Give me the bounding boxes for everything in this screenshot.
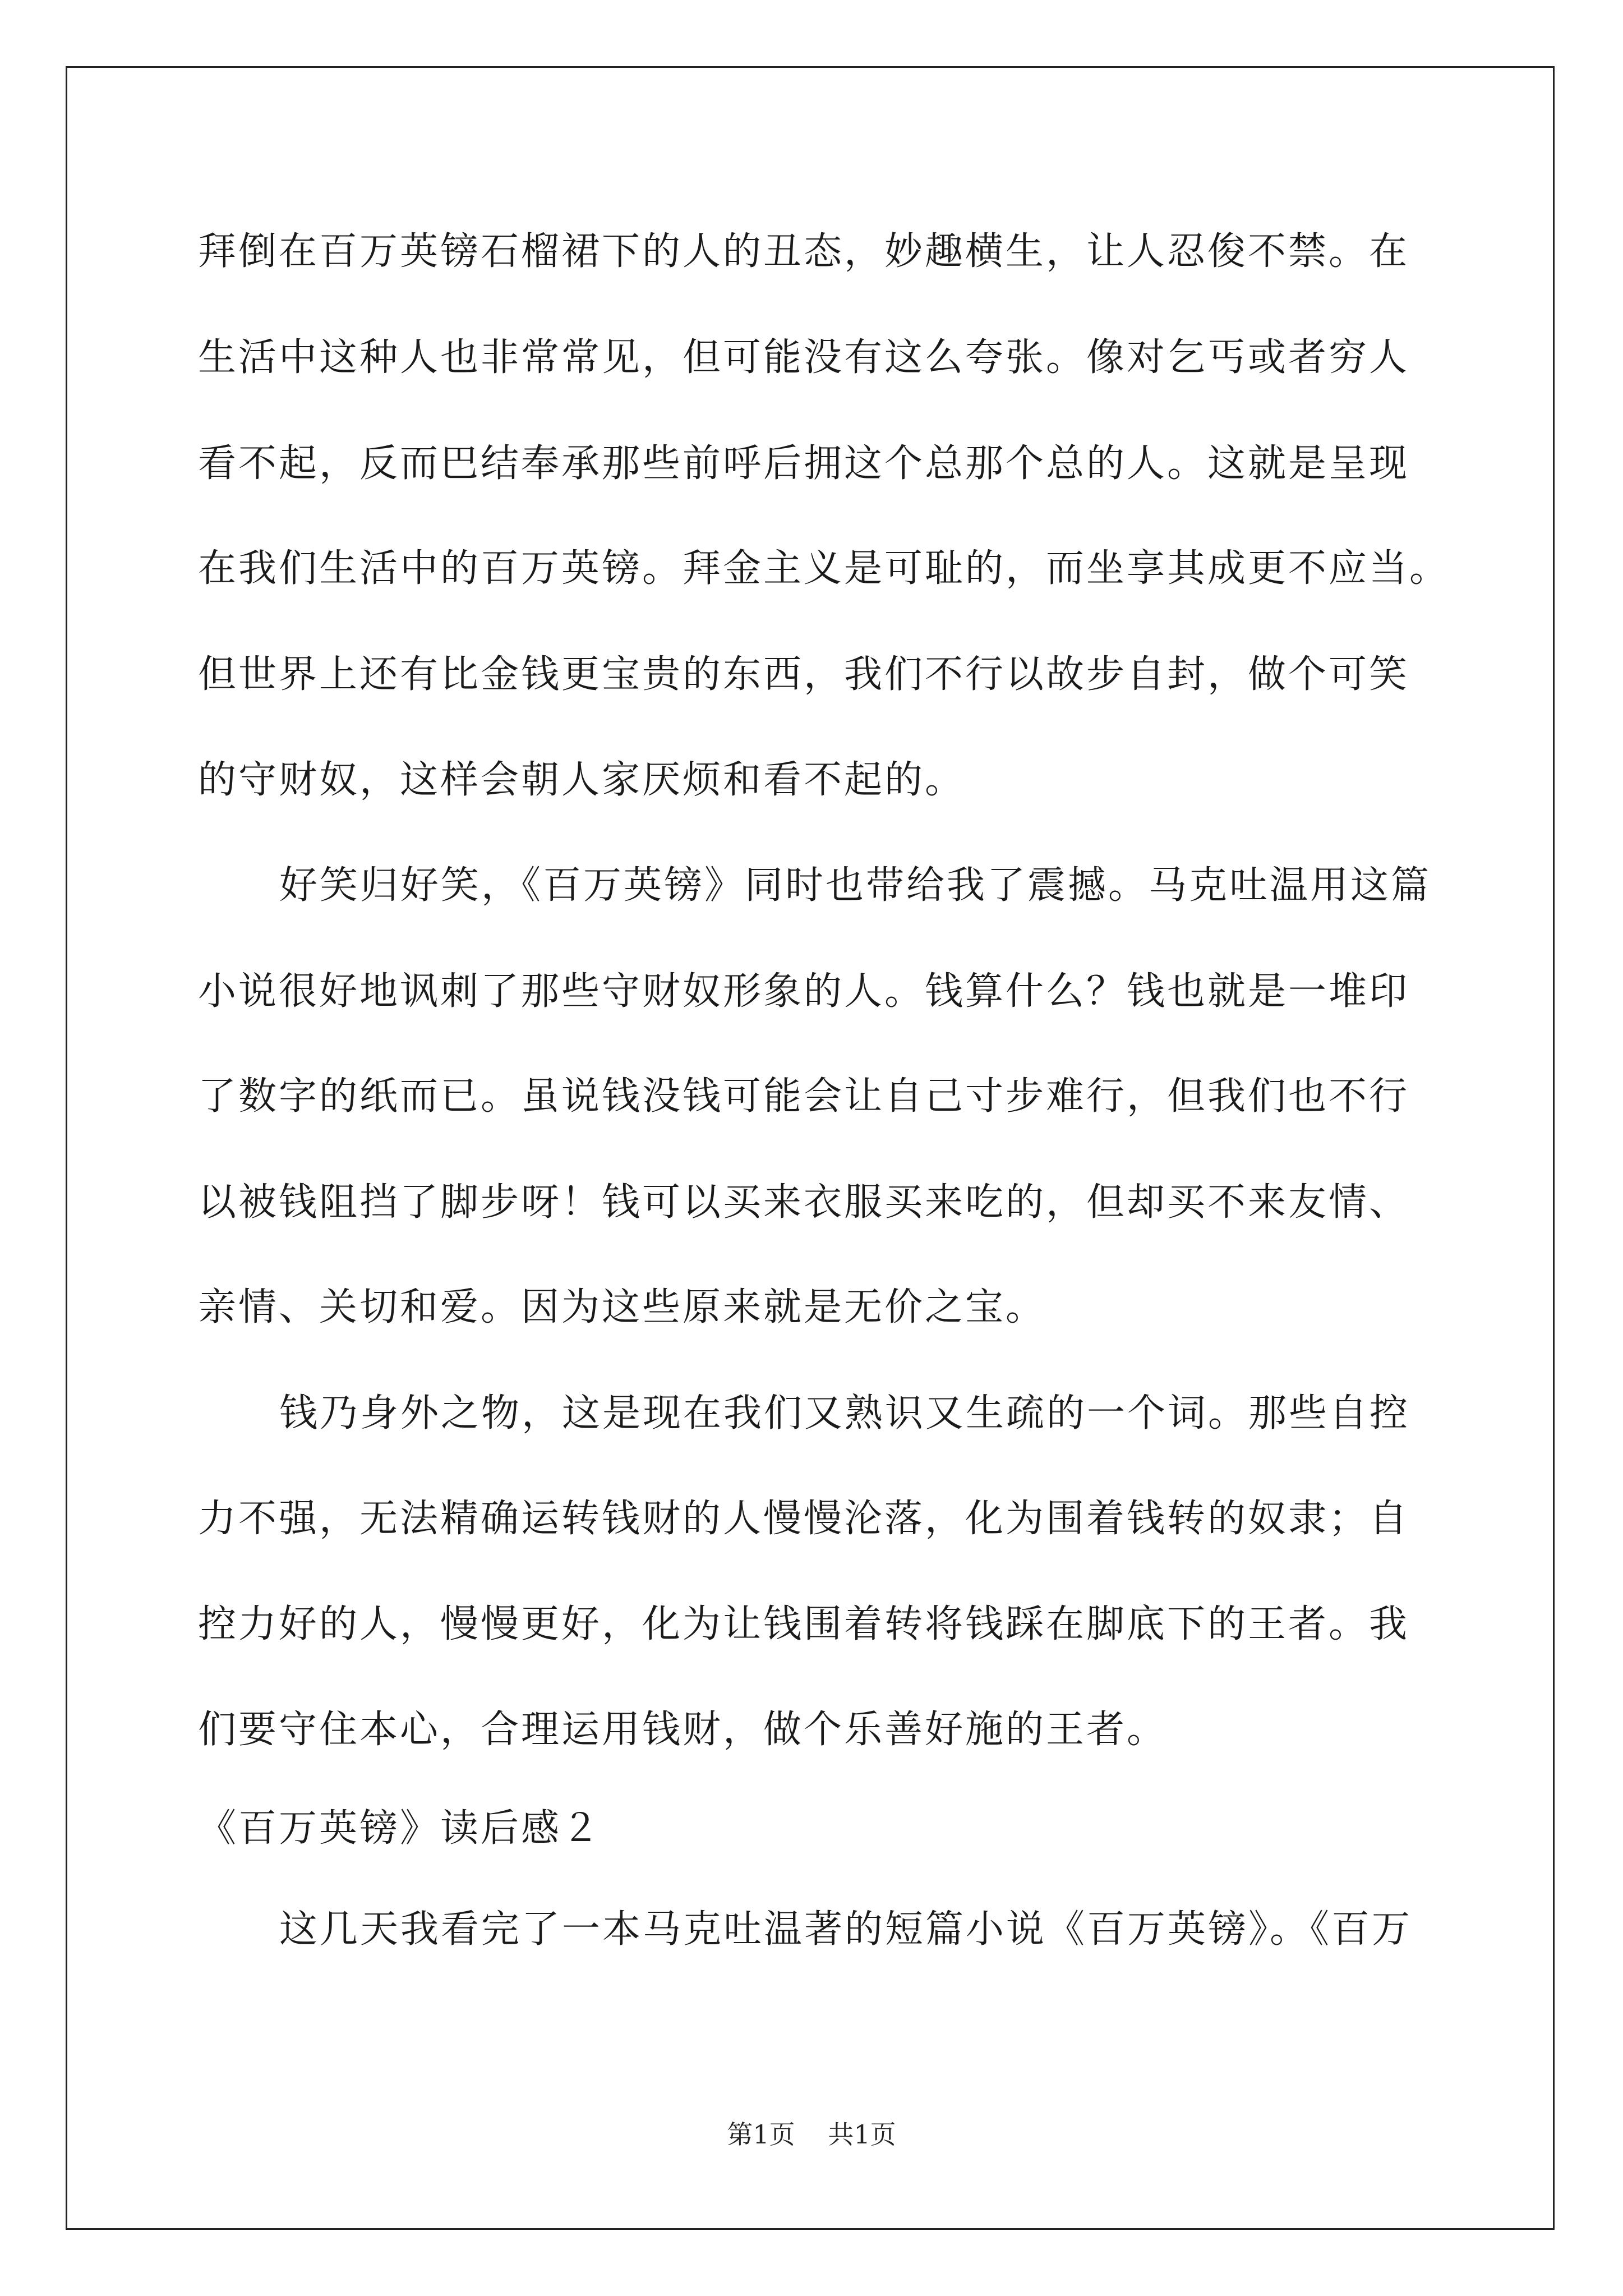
text-line: 小说很好地讽刺了那些守财奴形象的人。钱算什么？钱也就是一堆印: [198, 969, 1410, 1014]
section-heading: 《百万英镑》读后感２: [198, 1806, 602, 1851]
text-line: 钱乃身外之物，这是现在我们又熟识又生疏的一个词。那些自控: [279, 1391, 1410, 1435]
text-line: 力不强，无法精确运转钱财的人慢慢沦落，化为围着钱转的奴隶；自: [198, 1497, 1410, 1541]
page-number: 第1页: [727, 2119, 795, 2150]
text-line: 们要守住本心，合理运用钱财，做个乐善好施的王者。: [198, 1708, 1168, 1752]
text-line: 控力好的人，慢慢更好，化为让钱围着转将钱踩在脚底下的王者。我: [198, 1602, 1410, 1646]
page-total: 共1页: [828, 2119, 896, 2150]
text-line: 但世界上还有比金钱更宝贵的东西，我们不行以故步自封，做个可笑: [198, 652, 1410, 697]
text-line: 拜倒在百万英镑石榴裙下的人的丑态，妙趣横生，让人忍俊不禁。在: [198, 229, 1410, 274]
text-line: 的守财奴，这样会朝人家厌烦和看不起的。: [198, 758, 966, 802]
text-line: 了数字的纸而已。虽说钱没钱可能会让自己寸步难行，但我们也不行: [198, 1074, 1410, 1119]
text-line: 以被钱阻挡了脚步呀！钱可以买来衣服买来吃的，但却买不来友情、: [198, 1180, 1410, 1225]
text-line: 亲情、关切和爱。因为这些原来就是无价之宝。: [198, 1285, 1046, 1329]
text-line: 生活中这种人也非常常见，但可能没有这么夸张。像对乞丐或者穷人: [198, 335, 1410, 380]
page-footer: [0, 2118, 1623, 2151]
text-line: 这几天我看完了一本马克吐温著的短篇小说《百万英镑》。《百万: [279, 1907, 1413, 1952]
text-line: 看不起，反而巴结奉承那些前呼后拥这个总那个总的人。这就是呈现: [198, 441, 1410, 486]
text-line: 好笑归好笑，《百万英镑》同时也带给我了震撼。马克吐温用这篇: [279, 863, 1432, 908]
text-line: 在我们生活中的百万英镑。拜金主义是可耻的，而坐享其成更不应当。: [198, 546, 1450, 591]
